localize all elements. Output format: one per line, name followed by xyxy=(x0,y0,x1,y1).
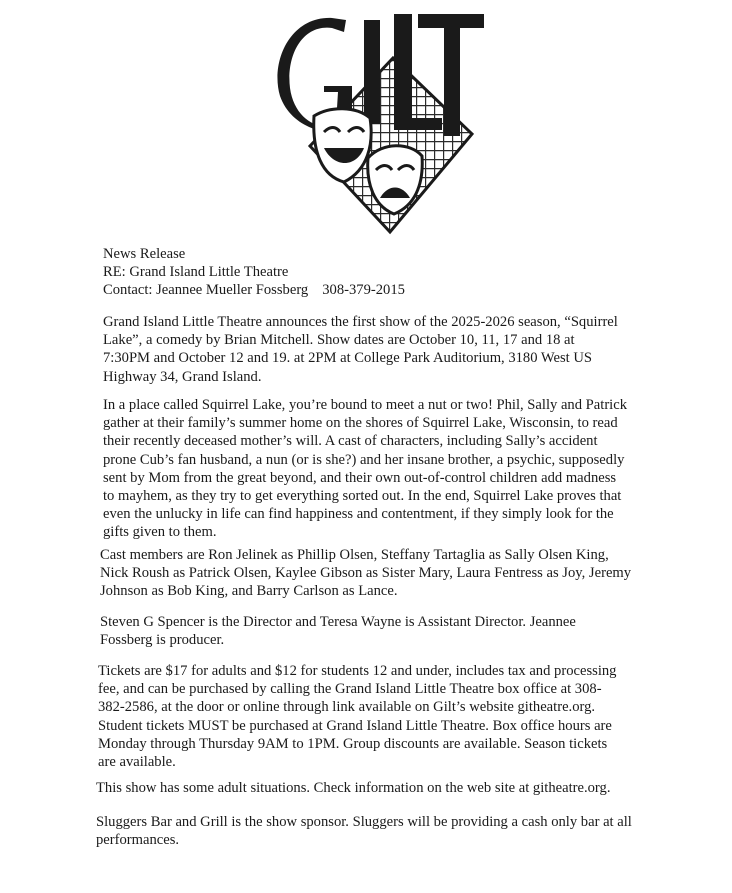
contact-phone: 308-379-2015 xyxy=(322,282,405,299)
cast-paragraph: Cast members are Ron Jelinek as Phillip Olsen, Steffany Tartaglia as Sally Olsen King, Nick Roush as Patrick Olsen, Kaylee Gibson as Sister Mary, Laura Fentress as Joy, Jeremy Johnson as Bob King, and Barry Carlson as Lance. xyxy=(100,547,632,600)
release-header xyxy=(103,245,663,300)
sponsor-paragraph: Sluggers Bar and Grill is the show sponsor. Sluggers will be providing a cash only bar at all performances. xyxy=(96,814,632,849)
release-title: News Release xyxy=(103,246,186,262)
release-re-line: RE: Grand Island Little Theatre xyxy=(103,264,289,281)
announcement-paragraph: Grand Island Little Theatre announces the first show of the 2025-2026 season, “Squirrel Lake”, a comedy by Brian Mitchell. Show dates are October 10, 11, 17 and 18 at 7:30PM and October 12 and 19. at 2PM at College Park Auditorium, 3180 West US Highway 34, Grand Island. xyxy=(103,314,618,385)
synopsis-paragraph: In a place called Squirrel Lake, you’re bound to meet a nut or two! Phil, Sally and Patrick gather at their family’s summer home on the shores of Squirrel Lake, Wisconsin, to read their recently deceased mother’s will. A cast of characters, including Sally’s accident prone Cub’s fan husband, a nun (or is she?) and her insane brother, a psychic, supposedly sent by Mom from the great beyond, and their own out-of-control children add madness to mayhem, as they try to get everything sorted out. In the end, Squirrel Lake proves that even the unlucky in life can find happiness and contentment, if they simply look for the gifts given to them. xyxy=(103,397,628,541)
gilt-logo xyxy=(272,6,486,236)
advisory-paragraph: This show has some adult situations. Check information on the web site at githeatre.org. xyxy=(96,780,611,796)
tickets-paragraph: Tickets are $17 for adults and $12 for students 12 and under, includes tax and processing fee, and can be purchased by calling the Grand Island Little Theatre box office at 308-382-2586, at the door or online through link available on Gilt’s website githeatre.org. Student tickets MUST be purchased at Grand Island Little Theatre. Box office hours are Monday through Thursday 9AM to 1PM. Group discounts are available. Season tickets are available. xyxy=(98,663,617,771)
release-contact-line xyxy=(103,281,663,299)
crew-paragraph: Steven G Spencer is the Director and Teresa Wayne is Assistant Director. Jeannee Fossberg is producer. xyxy=(100,614,576,649)
contact-name: Contact: Jeannee Mueller Fossberg xyxy=(103,282,309,299)
